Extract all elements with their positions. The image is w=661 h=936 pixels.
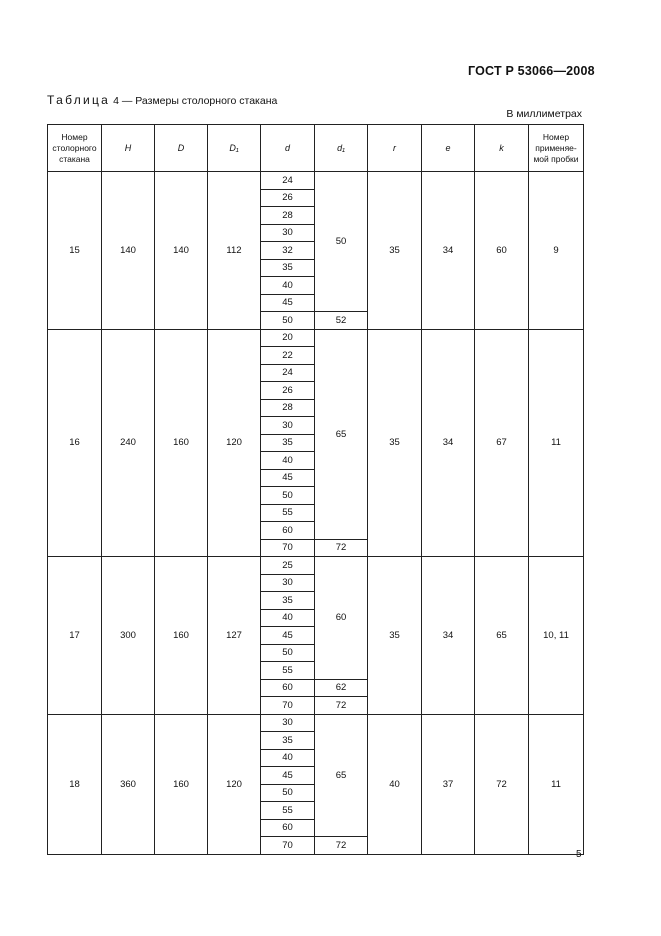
e-cell: 34 — [422, 172, 475, 330]
d-cell: 28 — [261, 207, 315, 225]
d-cell: 60 — [261, 819, 315, 837]
d-cell: 28 — [261, 399, 315, 417]
d-outer-cell: 160 — [155, 557, 208, 715]
d-cell: 50 — [261, 784, 315, 802]
h-cell: 360 — [102, 714, 155, 854]
h-cell: 300 — [102, 557, 155, 715]
d-cell: 40 — [261, 749, 315, 767]
header-cell: D₁ — [208, 125, 261, 172]
r-cell: 35 — [368, 329, 422, 557]
d-cell: 55 — [261, 802, 315, 820]
d-cell: 55 — [261, 504, 315, 522]
d1-cell: 50 — [315, 172, 368, 312]
e-cell: 34 — [422, 329, 475, 557]
header-cell: Номер применяе-мой пробки — [529, 125, 584, 172]
cup-number-cell: 16 — [48, 329, 102, 557]
table-caption-label: Таблица — [47, 93, 111, 107]
d-cell: 70 — [261, 539, 315, 557]
header-cell: Номер столорного стакана — [48, 125, 102, 172]
r-cell: 35 — [368, 557, 422, 715]
r-cell: 40 — [368, 714, 422, 854]
e-cell: 34 — [422, 557, 475, 715]
k-cell: 65 — [475, 557, 529, 715]
h-cell: 240 — [102, 329, 155, 557]
d-cell: 30 — [261, 417, 315, 435]
table-caption — [47, 93, 277, 107]
d1-outer-cell: 112 — [208, 172, 261, 330]
d-cell: 30 — [261, 574, 315, 592]
d1-cell: 72 — [315, 697, 368, 715]
header-cell: D — [155, 125, 208, 172]
d-cell: 40 — [261, 609, 315, 627]
d-cell: 70 — [261, 837, 315, 855]
d1-outer-cell: 120 — [208, 714, 261, 854]
r-cell: 35 — [368, 172, 422, 330]
page-number: 5 — [576, 849, 582, 860]
d-cell: 50 — [261, 312, 315, 330]
d-cell: 32 — [261, 242, 315, 260]
dimensions-table — [47, 124, 584, 855]
d1-cell: 72 — [315, 539, 368, 557]
d-cell: 50 — [261, 644, 315, 662]
h-cell: 140 — [102, 172, 155, 330]
table-row — [48, 172, 584, 190]
cup-number-cell: 15 — [48, 172, 102, 330]
d1-cell: 65 — [315, 329, 368, 539]
cup-number-cell: 18 — [48, 714, 102, 854]
plug-number-cell: 10, 11 — [529, 557, 584, 715]
header-cell: d₁ — [315, 125, 368, 172]
cup-number-cell: 17 — [48, 557, 102, 715]
d-cell: 40 — [261, 277, 315, 295]
k-cell: 67 — [475, 329, 529, 557]
d1-outer-cell: 120 — [208, 329, 261, 557]
header-cell: r — [368, 125, 422, 172]
d-cell: 45 — [261, 469, 315, 487]
units-note: В миллиметрах — [506, 108, 582, 120]
d-cell: 60 — [261, 679, 315, 697]
d-cell: 30 — [261, 224, 315, 242]
d-cell: 26 — [261, 189, 315, 207]
d-cell: 55 — [261, 662, 315, 680]
d-outer-cell: 160 — [155, 714, 208, 854]
d-cell: 30 — [261, 714, 315, 732]
d-cell: 22 — [261, 347, 315, 365]
d-outer-cell: 160 — [155, 329, 208, 557]
d-cell: 35 — [261, 592, 315, 610]
d-cell: 40 — [261, 452, 315, 470]
d-cell: 45 — [261, 767, 315, 785]
d1-outer-cell: 127 — [208, 557, 261, 715]
d-cell: 35 — [261, 434, 315, 452]
d-cell: 45 — [261, 627, 315, 645]
table-body — [48, 172, 584, 855]
header-cell: d — [261, 125, 315, 172]
d-cell: 70 — [261, 697, 315, 715]
d-outer-cell: 140 — [155, 172, 208, 330]
table-row — [48, 557, 584, 575]
d1-cell: 62 — [315, 679, 368, 697]
d-cell: 45 — [261, 294, 315, 312]
plug-number-cell: 11 — [529, 714, 584, 854]
d-cell: 25 — [261, 557, 315, 575]
k-cell: 72 — [475, 714, 529, 854]
header-cell: H — [102, 125, 155, 172]
plug-number-cell: 11 — [529, 329, 584, 557]
d1-cell: 60 — [315, 557, 368, 680]
d1-cell: 52 — [315, 312, 368, 330]
d-cell: 50 — [261, 487, 315, 505]
plug-number-cell: 9 — [529, 172, 584, 330]
d-cell: 26 — [261, 382, 315, 400]
d1-cell: 65 — [315, 714, 368, 837]
d-cell: 24 — [261, 364, 315, 382]
d-cell: 20 — [261, 329, 315, 347]
table-row — [48, 329, 584, 347]
d-cell: 24 — [261, 172, 315, 190]
table-row — [48, 714, 584, 732]
d-cell: 35 — [261, 732, 315, 750]
d-cell: 35 — [261, 259, 315, 277]
table-header-row — [48, 125, 584, 172]
header-cell: e — [422, 125, 475, 172]
document-standard-number: ГОСТ Р 53066—2008 — [468, 64, 595, 78]
d1-cell: 72 — [315, 837, 368, 855]
table-caption-title: 4 — Размеры столорного стакана — [110, 95, 278, 107]
d-cell: 60 — [261, 522, 315, 540]
k-cell: 60 — [475, 172, 529, 330]
e-cell: 37 — [422, 714, 475, 854]
header-cell: k — [475, 125, 529, 172]
